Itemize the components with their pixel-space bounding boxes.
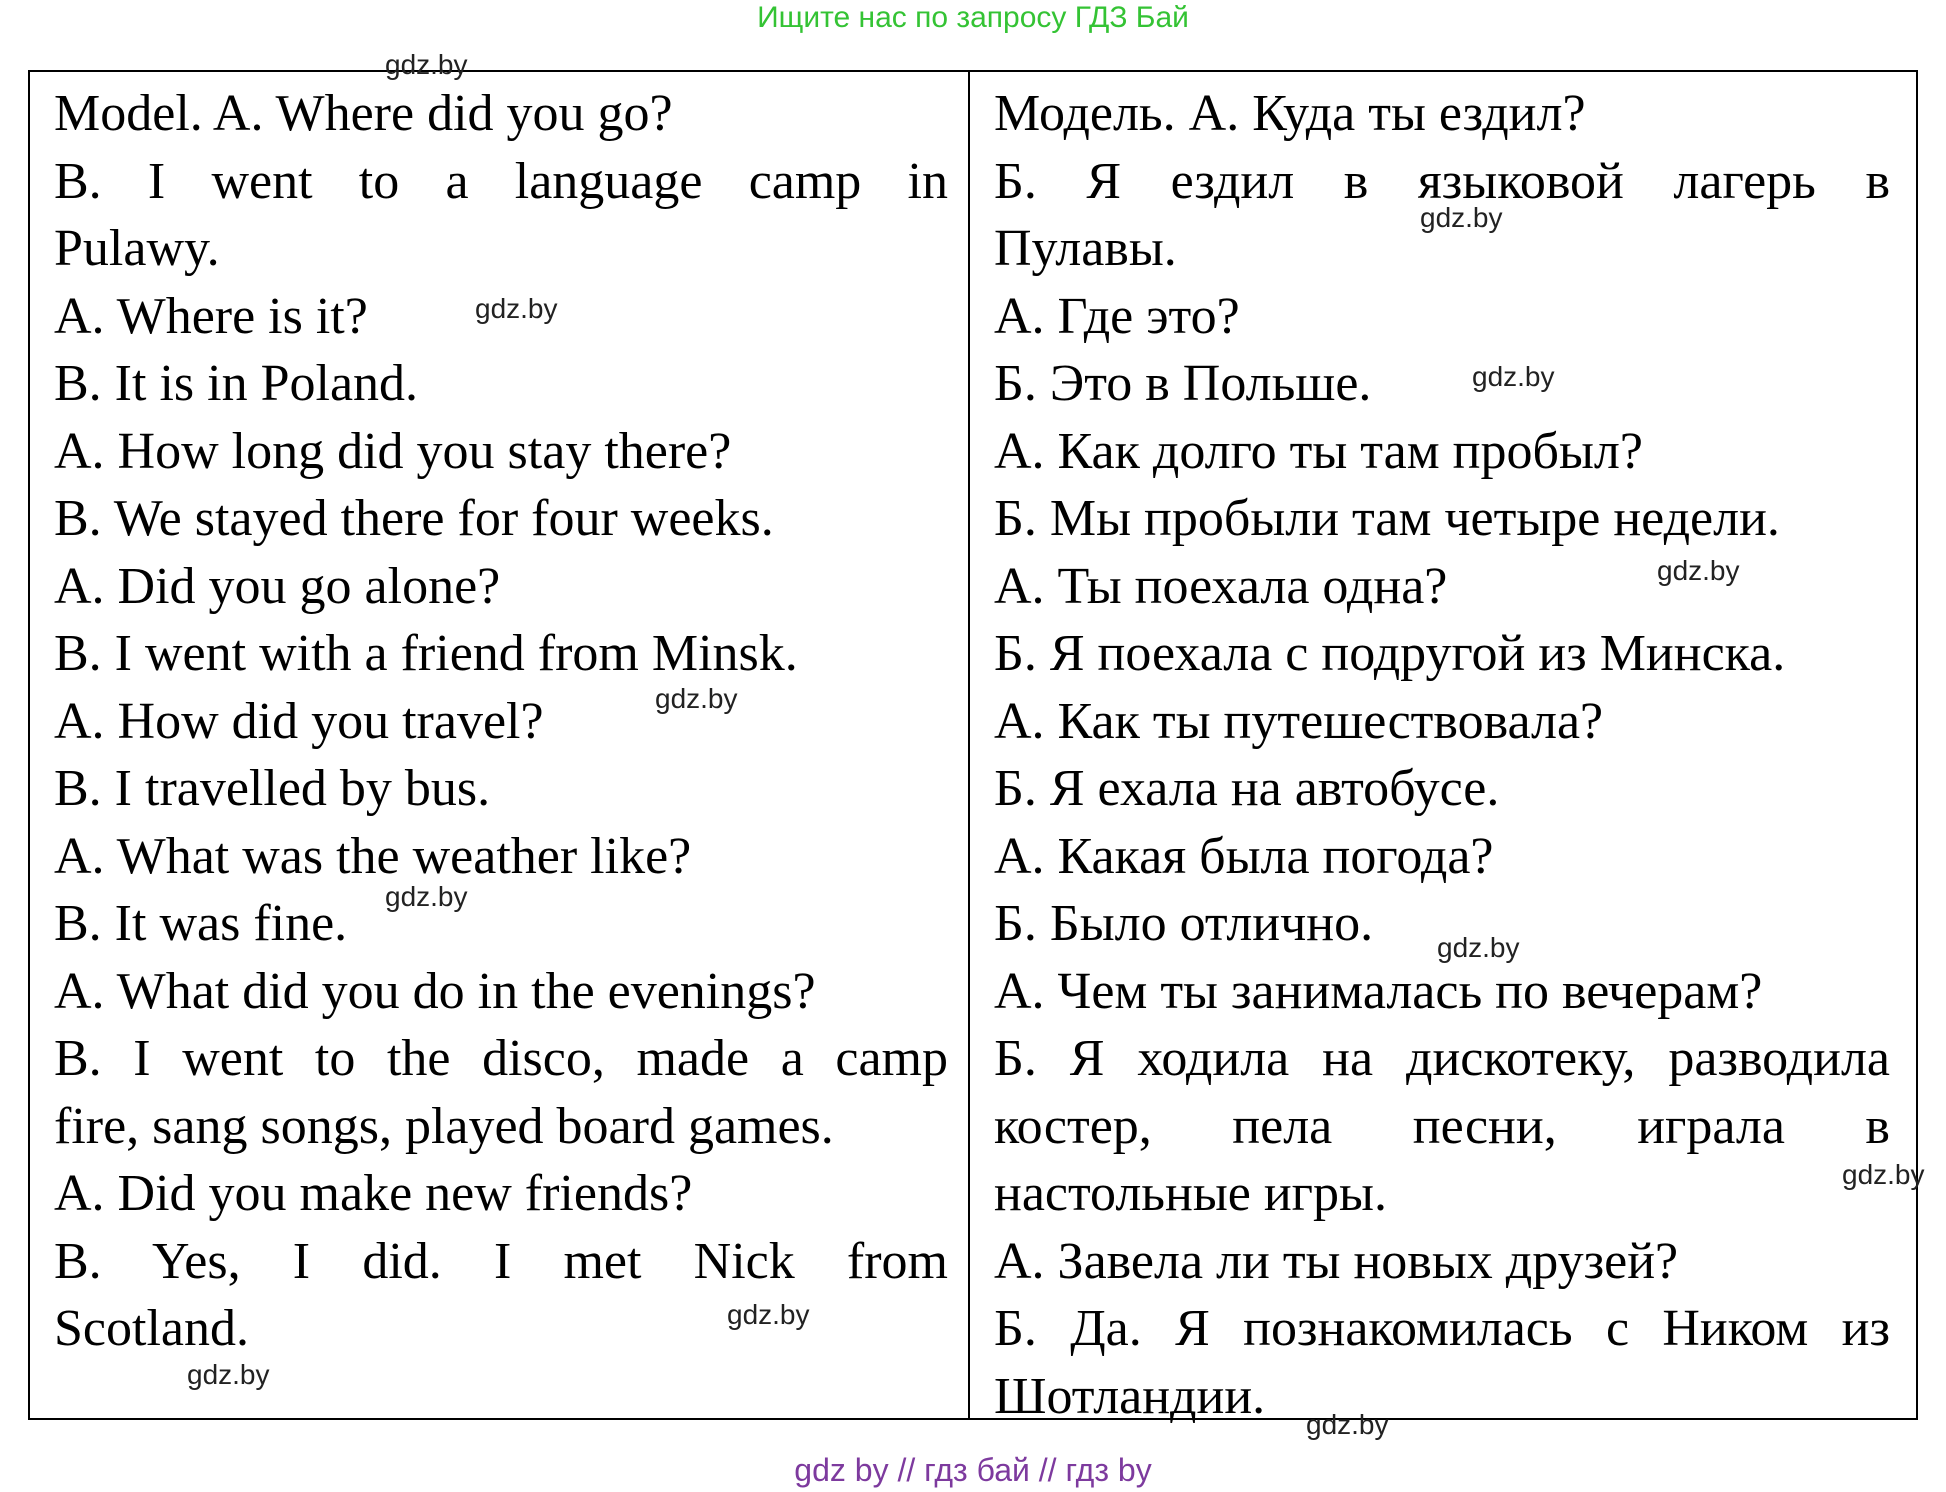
english-line: B. I went to a language camp in [54, 152, 948, 210]
watermark: gdz.by [1657, 555, 1740, 586]
russian-line: А. Чем ты занималась по вечерам? [994, 962, 1763, 1020]
english-line: B. I travelled by bus. [54, 760, 491, 817]
english-line: A. What was the weather like? [54, 827, 692, 885]
watermark: gdz.by [385, 881, 468, 912]
watermark: gdz.by [1420, 202, 1503, 233]
english-line: A. How long did you stay there? [54, 422, 732, 480]
russian-line: Шотландии. [994, 1367, 1266, 1425]
russian-line: А. Как ты путешествовала? [994, 692, 1604, 750]
english-line: Model. A. Where did you go? [54, 85, 673, 142]
search-hint-banner: Ищите нас по запросу ГДЗ Бай [757, 1, 1189, 34]
russian-line: Б. Было отлично. [994, 895, 1374, 952]
russian-line: Б. Я ездил в языковой лагерь в [994, 152, 1890, 210]
english-column [54, 80, 948, 1363]
english-line: Scotland. [54, 1300, 249, 1357]
russian-column [994, 80, 1890, 1430]
watermark: gdz.by [475, 293, 558, 324]
english-line: fire, sang songs, played board games. [54, 1097, 834, 1155]
english-line: A. How did you travel? [54, 692, 544, 750]
watermark: gdz.by [187, 1359, 270, 1390]
english-line: A. What did you do in the evenings? [54, 962, 816, 1020]
column-divider [968, 72, 970, 1418]
english-line: A. Where is it? [54, 287, 368, 345]
russian-line: Б. Это в Польше. [994, 355, 1372, 412]
russian-line: А. Какая была погода? [994, 827, 1494, 885]
watermark: gdz.by [1472, 361, 1555, 392]
watermark: gdz.by [727, 1299, 810, 1330]
english-line: B. Yes, I did. I met Nick from [54, 1232, 948, 1290]
english-line: A. Did you make new friends? [54, 1165, 693, 1222]
watermark: gdz.by [655, 683, 738, 714]
watermark: gdz.by [1437, 932, 1520, 963]
russian-line: А. Завела ли ты новых друзей? [994, 1232, 1679, 1290]
russian-line: костер, пела песни, играла в [994, 1097, 1890, 1155]
footer-text: gdz by // гдз бай // гдз by [794, 1452, 1152, 1488]
russian-line: Б. Я поехала с подругой из Минска. [994, 625, 1786, 682]
english-line: A. Did you go alone? [54, 557, 501, 615]
english-line: B. It is in Poland. [54, 355, 419, 412]
russian-line: А. Как долго ты там пробыл? [994, 422, 1643, 480]
russian-line: настольные игры. [994, 1165, 1387, 1222]
english-line: Pulawy. [54, 220, 220, 277]
russian-line: А. Где это? [994, 287, 1240, 345]
russian-line: Б. Да. Я познакомилась с Ником из [994, 1300, 1890, 1357]
watermark: gdz.by [385, 49, 468, 80]
english-line: B. It was fine. [54, 895, 348, 952]
english-line: B. I went to the disco, made a camp [54, 1030, 948, 1087]
russian-line: Модель. А. Куда ты ездил? [994, 85, 1586, 142]
english-line: B. I went with a friend from Minsk. [54, 625, 798, 682]
russian-line: А. Ты поехала одна? [994, 557, 1448, 615]
russian-line: Б. Я ехала на автобусе. [994, 760, 1500, 817]
russian-line: Пулавы. [994, 220, 1177, 277]
watermark: gdz.by [1306, 1409, 1389, 1440]
russian-line: Б. Мы пробыли там четыре недели. [994, 490, 1780, 547]
watermark: gdz.by [1842, 1159, 1925, 1190]
english-line: B. We stayed there for four weeks. [54, 490, 774, 547]
russian-line: Б. Я ходила на дискотеку, разводила [994, 1030, 1890, 1087]
